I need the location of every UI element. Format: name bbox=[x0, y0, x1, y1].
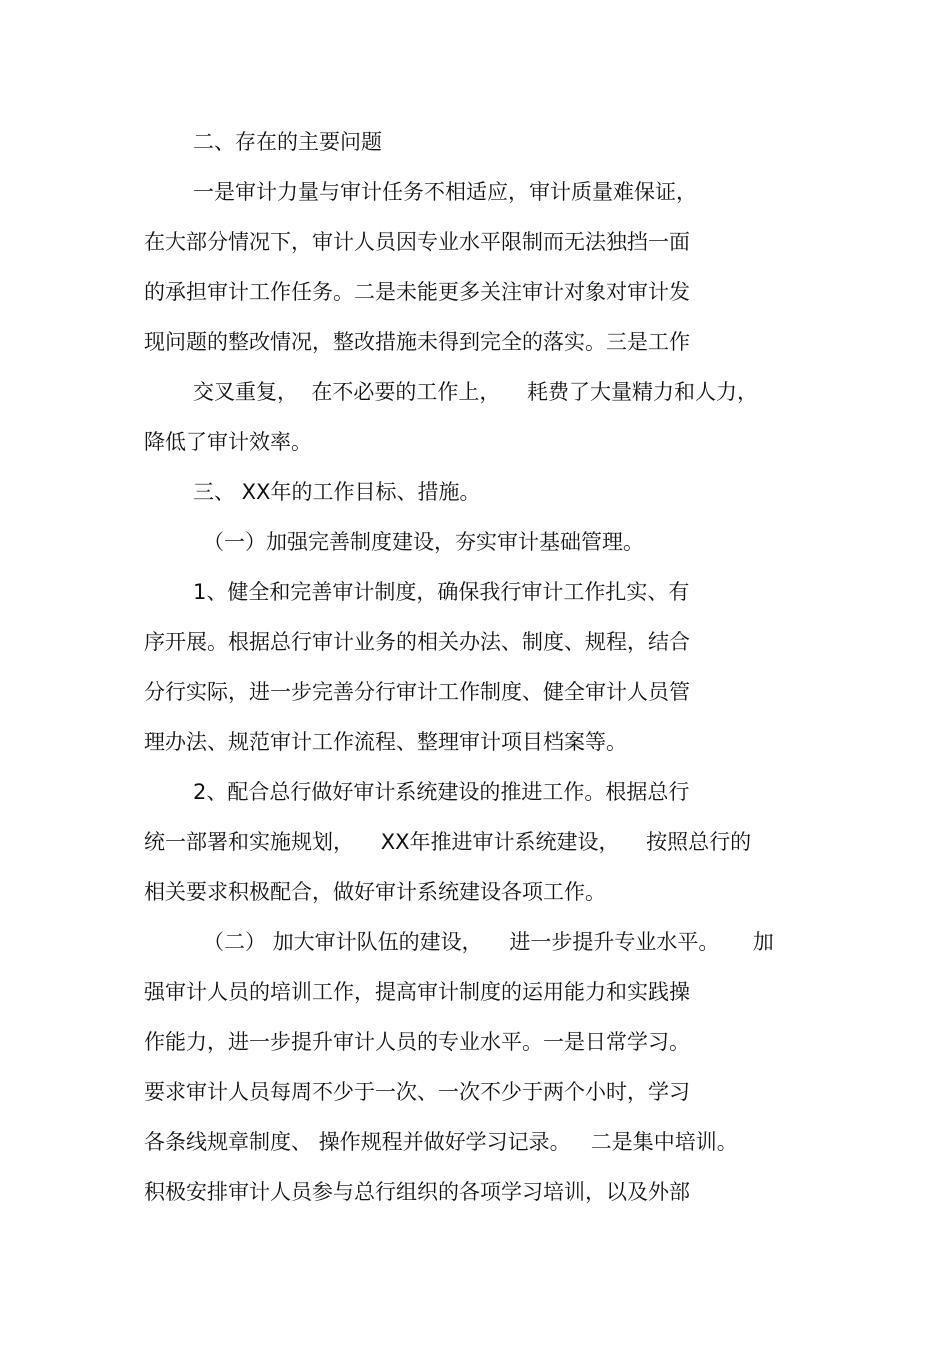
paragraph-line: 一是审计力量与审计任务不相适应，审计质量难保证， bbox=[193, 180, 697, 204]
paragraph-line: 强审计人员的培训工作，提高审计制度的运用能力和实践操 bbox=[144, 980, 690, 1004]
subsection-heading-system: （一）加强完善制度建设，夯实审计基础管理。 bbox=[203, 530, 644, 554]
section-heading-goals: 三、 XX年的工作目标、措施。 bbox=[193, 480, 481, 504]
paragraph-line: 分行实际，进一步完善分行审计工作制度、健全审计人员管 bbox=[144, 680, 690, 704]
paragraph-line: 1、健全和完善审计制度，确保我行审计工作扎实、有 bbox=[193, 580, 690, 604]
paragraph-line: 各条线规章制度、 操作规程并做好学习记录。 二是集中培训。 bbox=[144, 1130, 738, 1154]
paragraph-line: 要求审计人员每周不少于一次、一次不少于两个小时，学习 bbox=[144, 1080, 690, 1104]
paragraph-line: 交叉重复， 在不必要的工作上， 耗费了大量精力和人力， bbox=[193, 380, 759, 404]
paragraph-line: 积极安排审计人员参与总行组织的各项学习培训，以及外部 bbox=[144, 1180, 690, 1204]
section-heading-problems: 二、存在的主要问题 bbox=[193, 130, 382, 154]
paragraph-line: 相关要求积极配合，做好审计系统建设各项工作。 bbox=[144, 880, 606, 904]
paragraph-line: 降低了审计效率。 bbox=[144, 430, 312, 454]
paragraph-line: 在大部分情况下，审计人员因专业水平限制而无法独挡一面 bbox=[144, 230, 690, 254]
paragraph-line: 的承担审计工作任务。二是未能更多关注审计对象对审计发 bbox=[144, 280, 690, 304]
paragraph-line: 统一部署和实施规划， XX年推进审计系统建设， 按照总行的 bbox=[144, 830, 752, 854]
subsection-heading-team: （二） 加大审计队伍的建设， 进一步提升专业水平。 加 bbox=[203, 930, 774, 954]
paragraph-line: 序开展。根据总行审计业务的相关办法、制度、规程，结合 bbox=[144, 630, 690, 654]
paragraph-line: 理办法、规范审计工作流程、整理审计项目档案等。 bbox=[144, 730, 627, 754]
paragraph-line: 现问题的整改情况，整改措施未得到完全的落实。三是工作 bbox=[144, 330, 690, 354]
paragraph-line: 作能力，进一步提升审计人员的专业水平。一是日常学习。 bbox=[144, 1030, 690, 1054]
paragraph-line: 2、配合总行做好审计系统建设的推进工作。根据总行 bbox=[193, 780, 690, 804]
